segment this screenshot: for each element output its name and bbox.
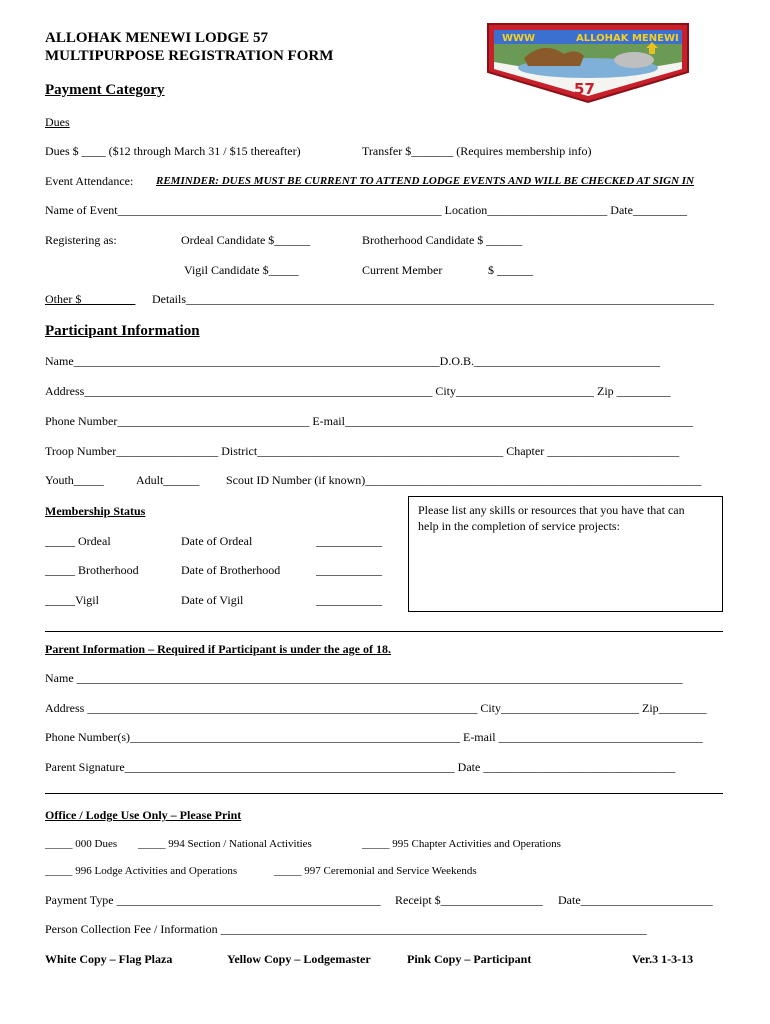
payment-type-field[interactable]: Payment Type ____________________________________________ [45,893,381,907]
parent-address-field[interactable]: Address _________________________________________________________________ City_______________________ Zip________ [45,701,707,715]
skills-prompt-line2: help in the completion of service projects: [418,519,620,533]
section-994-field[interactable]: _____ 994 Section / National Activities [138,838,312,850]
lodge-patch-logo [484,20,692,104]
details-field[interactable]: Details________________________________________________________________________________________ [152,292,714,306]
parent-phone-email-field[interactable]: Phone Number(s)_______________________________________________________ E-mail __________________________________ [45,730,703,744]
payment-category-heading: Payment Category [45,82,165,98]
dues-label: Dues [45,115,70,129]
form-title: MULTIPURPOSE REGISTRATION FORM [45,48,334,64]
skills-resources-box[interactable] [408,496,723,612]
office-use-heading: Office / Lodge Use Only – Please Print [45,808,242,822]
brotherhood-candidate-field[interactable]: Brotherhood Candidate $ ______ [362,233,523,247]
section-divider-2 [45,793,723,794]
membership-status-heading: Membership Status [45,504,146,518]
patch-left-text: WWW [502,33,536,44]
other-amount-field[interactable]: Other $_________ [45,292,136,306]
dues-000-field[interactable]: _____ 000 Dues [45,838,118,850]
status-brotherhood-mark[interactable]: _____ Brotherhood [45,563,139,577]
patch-right-text: ALLOHAK MENEWI [576,33,679,44]
status-vigil-mark[interactable]: _____Vigil [45,593,99,607]
event-name-location-date-field[interactable]: Name of Event______________________________________________________ Location____________________ Date_________ [45,203,687,217]
parent-name-field[interactable]: Name _____________________________________________________________________________________________________ [45,671,683,685]
status-ordeal-mark[interactable]: _____ Ordeal [45,534,111,548]
date-of-brotherhood-label: Date of Brotherhood [181,563,281,577]
chapter-995-field[interactable]: _____ 995 Chapter Activities and Operations [362,838,561,850]
event-attendance-label: Event Attendance: [45,174,134,188]
participant-heading: Participant Information [45,323,200,339]
date-of-vigil-field[interactable]: ___________ [316,593,382,607]
white-copy-label: White Copy – Flag Plaza [45,952,173,966]
youth-field[interactable]: Youth_____ [45,473,104,487]
participant-phone-email-field[interactable]: Phone Number________________________________ E-mail__________________________________________________________ [45,414,693,428]
lodge-996-field[interactable]: _____ 996 Lodge Activities and Operations [45,865,238,877]
transfer-field[interactable]: Transfer $_______ (Requires membership info) [362,144,592,158]
patch-number: 57 [574,80,595,98]
participant-address-field[interactable]: Address__________________________________________________________ City_______________________ Zip _________ [45,384,671,398]
parent-signature-field[interactable]: Parent Signature_______________________________________________________ Date ________________________________ [45,760,676,774]
receipt-field[interactable]: Receipt $_________________ [395,893,543,907]
date-of-vigil-label: Date of Vigil [181,593,244,607]
reminder-note: REMINDER: DUES MUST BE CURRENT TO ATTEND LODGE EVENTS AND WILL BE CHECKED AT SIGN IN [156,175,694,187]
scout-id-field[interactable]: Scout ID Number (if known)________________________________________________________ [226,473,702,487]
date-of-brotherhood-field[interactable]: ___________ [316,563,382,577]
office-date-field[interactable]: Date______________________ [558,893,713,907]
yellow-copy-label: Yellow Copy – Lodgemaster [227,952,371,966]
skills-prompt-line1: Please list any skills or resources that you have that can [418,503,685,517]
ceremonial-997-field[interactable]: _____ 997 Ceremonial and Service Weekends [274,865,477,877]
collection-fee-field[interactable]: Person Collection Fee / Information _______________________________________________________________________ [45,922,647,936]
registering-as-label: Registering as: [45,233,117,247]
date-of-ordeal-label: Date of Ordeal [181,534,253,548]
ordeal-candidate-field[interactable]: Ordeal Candidate $______ [181,233,311,247]
pink-copy-label: Pink Copy – Participant [407,952,532,966]
vigil-candidate-field[interactable]: Vigil Candidate $_____ [184,263,299,277]
section-divider [45,631,723,632]
participant-name-dob-field[interactable]: Name_____________________________________________________________D.O.B._______________________________ [45,354,660,368]
current-member-amount-field[interactable]: $ ______ [488,263,533,277]
lodge-title: ALLOHAK MENEWI LODGE 57 [45,30,268,46]
version-label: Ver.3 1-3-13 [632,952,694,966]
participant-troop-district-chapter-field[interactable]: Troop Number_________________ District_________________________________________ Chapter ______________________ [45,444,680,458]
dues-field[interactable]: Dues $ ____ ($12 through March 31 / $15 thereafter) [45,144,301,158]
adult-field[interactable]: Adult______ [136,473,200,487]
current-member-label: Current Member [362,263,443,277]
parent-info-heading: Parent Information – Required if Participant is under the age of 18. [45,642,391,656]
date-of-ordeal-field[interactable]: ___________ [316,534,382,548]
